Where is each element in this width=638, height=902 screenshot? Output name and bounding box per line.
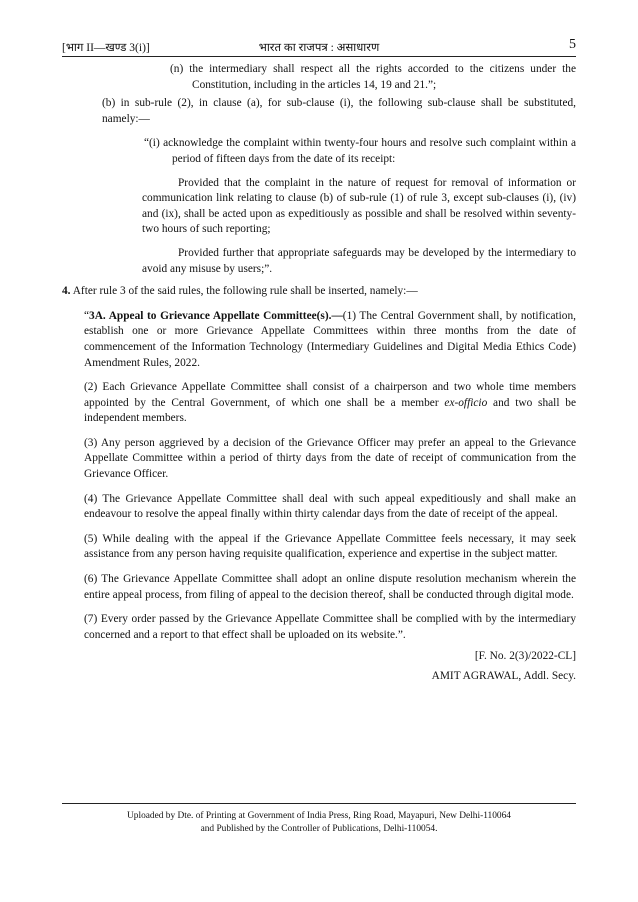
rule-3a-sub-4: (4) The Grievance Appellate Committee shall deal with such appeal expeditiously and shall make an endeavour to resolve the appeal finally within thirty calendar days from the date of receipt of the appeal. [84, 492, 576, 521]
rule-3a-sub-1 [62, 309, 576, 371]
rule-3a-2-text-b: and two shall be independent members. [84, 396, 576, 425]
rule-3a-sub-6: (6) The Grievance Appellate Committee shall adopt an online dispute resolution mechanism wherein the entire appeal process, from filing of appeal to the decision thereof, shall be conducted through digital mode. [84, 573, 576, 601]
rule-3a-sub-5: (5) While dealing with the appeal if the Grievance Appellate Committee feels necessary, it may seek assistance from any person having requisite qualification, experience and expertise in the subject matter. [84, 532, 576, 561]
clause-n: (n) the intermediary shall respect all the rights accorded to the citizens under the Constitution, including in the articles 14, 19 and 21.”; [170, 63, 576, 91]
signatory: AMIT AGRAWAL, Addl. Secy. [431, 670, 576, 682]
rule-3a-sub-3: (3) Any person aggrieved by a decision of the Grievance Officer may prefer an appeal to the Grievance Appellate Committee within a period of thirty days from the date of receipt of communication from the Grievance Officer. [84, 436, 576, 481]
clause-b-substitution: (b) in sub-rule (2), in clause (a), for sub-clause (i), the following sub-clause shall be substituted, namely:— [102, 97, 576, 125]
ex-officio-term: ex-officio [444, 396, 488, 409]
page-footer [62, 803, 576, 835]
file-number: [F. No. 2(3)/2022-CL] [474, 650, 576, 663]
gazette-title: भारत का राजपत्र : असाधारण [258, 42, 380, 54]
rule-3a-1-text: (1) The Central Government shall, by notification, establish one or more Grievance Appellate Committees within three months from the date of commencement of the Information Technology (Intermediary Guidelines and Digital Media Ethics Code) Amendment Rules, 2022. [84, 309, 576, 369]
proviso-second: Provided further that appropriate safeguards may be developed by the intermediary to avoid any misuse by users;”. [142, 246, 576, 275]
document-body [62, 62, 576, 685]
proviso-first: Provided that the complaint in the nature of request for removal of information or communication link relating to clause (b) of sub-rule (1) of rule 3, except sub-clauses (i), (iv) and (ix), shall be acted upon as expeditiously as possible and shall be resolved within seventy-two hours of such reporting; [142, 176, 576, 236]
footer-line-1: Uploaded by Dte. of Printing at Government of India Press, Ring Road, Mayapuri, New Delhi-110064 [127, 811, 511, 821]
opening-quote: “ [84, 309, 90, 322]
page-number: 5 [569, 37, 576, 52]
rule-4-number: 4. [62, 285, 71, 298]
rule-3a-heading: 3A. Appeal to Grievance Appellate Committee(s).— [89, 309, 343, 322]
rule-3a-sub-2 [62, 380, 576, 427]
subclause-i: “(i) acknowledge the complaint within twenty-four hours and resolve such complaint within a period of fifteen days from the date of its receipt: [144, 137, 576, 165]
rule-3a-2-text-a: (2) Each Grievance Appellate Committee shall consist of a chairperson and two whole time members appointed by the Central Government, of which one shall be a member [84, 381, 576, 409]
rule-3a-sub-7: (7) Every order passed by the Grievance Appellate Committee shall be complied with by the intermediary concerned and a report to that effect shall be uploaded on its website.”. [84, 613, 576, 641]
rule-4-text: After rule 3 of the said rules, the following rule shall be inserted, namely:— [70, 285, 418, 298]
gazette-part-label: [भाग II—खण्ड 3(i)] [62, 42, 150, 54]
rule-4 [62, 284, 576, 300]
footer-line-2: and Published by the Controller of Publications, Delhi-110054. [200, 823, 438, 834]
page-header [62, 37, 576, 57]
